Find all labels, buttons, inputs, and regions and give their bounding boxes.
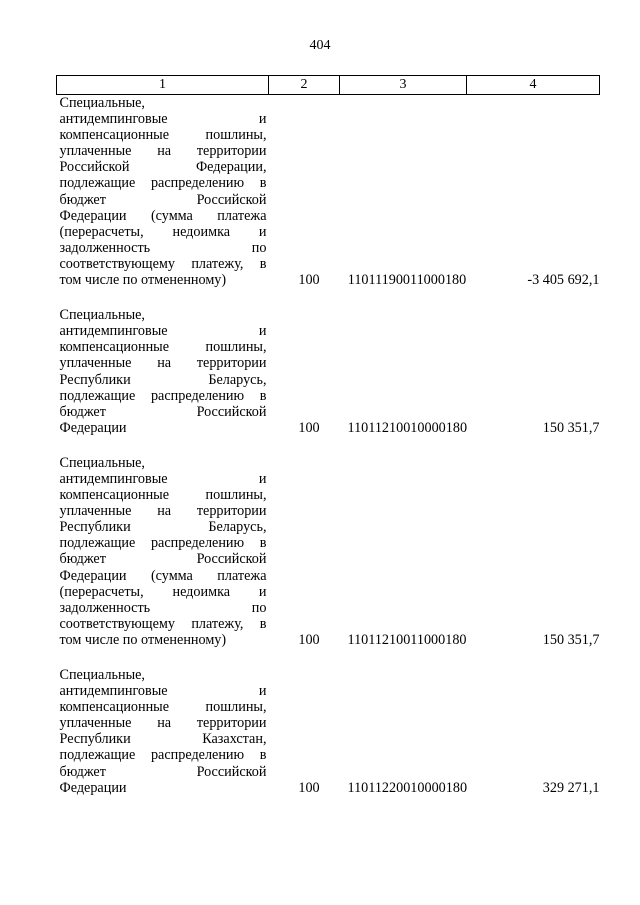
description-line: уплаченные на территории <box>59 143 267 160</box>
description-line: уплаченные на территории <box>59 355 267 372</box>
description-line: бюджет Российской <box>59 551 267 568</box>
description-line: подлежащие распределению в <box>59 387 267 404</box>
row-admin-code: 100 <box>298 419 320 436</box>
description-line: Федерации (сумма платежа <box>59 567 267 584</box>
row-amount: -3 405 692,1 <box>527 272 600 289</box>
row-kbk-code: 11011220010000180 <box>347 779 468 796</box>
description-line: антидемпинговые и <box>59 323 267 340</box>
table-header <box>57 76 600 95</box>
description-line: Специальные, <box>59 307 145 324</box>
description-line: том числе по отмененному) <box>59 631 227 648</box>
header-col-3: 3 <box>340 76 467 95</box>
page-number: 404 <box>309 38 331 53</box>
row-amount: 150 351,7 <box>542 419 600 436</box>
row-admin-code: 100 <box>298 779 320 796</box>
description-line: Федерации (сумма платежа <box>59 207 267 224</box>
description-line: задолженность по <box>59 239 267 256</box>
header-col-1: 1 <box>57 76 269 95</box>
description-line: антидемпинговые и <box>59 111 267 128</box>
description-line: соответствующему платежу, в <box>59 615 267 632</box>
row-spacer <box>57 648 600 667</box>
description-line: бюджет Российской <box>59 763 267 780</box>
table-row <box>57 95 600 289</box>
description-line: подлежащие распределению в <box>59 175 267 192</box>
description-line: компенсационные пошлины, <box>59 487 267 504</box>
description-line: том числе по отмененному) <box>59 272 227 289</box>
description-line: соответствующему платежу, в <box>59 255 267 272</box>
description-line: бюджет Российской <box>59 403 267 420</box>
row-admin-code: 100 <box>298 631 320 648</box>
row-spacer <box>57 288 600 307</box>
header-row <box>57 76 600 95</box>
row-amount: 150 351,7 <box>542 631 600 648</box>
table-row <box>57 307 600 436</box>
description-line: подлежащие распределению в <box>59 747 267 764</box>
description-line: подлежащие распределению в <box>59 535 267 552</box>
description-line: (перерасчеты, недоимка и <box>59 223 267 240</box>
description-line: компенсационные пошлины, <box>59 699 267 716</box>
row-description <box>57 95 269 289</box>
header-col-4: 4 <box>467 76 600 95</box>
row-admin-code: 100 <box>298 272 320 289</box>
description-line: компенсационные пошлины, <box>59 127 267 144</box>
description-line: Специальные, <box>59 95 145 111</box>
header-col-2: 2 <box>269 76 340 95</box>
description-line: бюджет Российской <box>59 191 267 208</box>
table-row <box>57 455 600 648</box>
row-amount: 329 271,1 <box>542 779 600 796</box>
description-line: Специальные, <box>59 454 145 471</box>
description-line: уплаченные на территории <box>59 503 267 520</box>
description-line: (перерасчеты, недоимка и <box>59 583 267 600</box>
description-line: уплаченные на территории <box>59 715 267 732</box>
row-description <box>57 307 269 436</box>
row-description <box>57 455 269 648</box>
row-description <box>57 667 269 796</box>
description-line: антидемпинговые и <box>59 470 267 487</box>
description-line: Республики Беларусь, <box>59 371 267 388</box>
description-line: Российской Федерации, <box>59 159 267 176</box>
row-spacer <box>57 436 600 455</box>
table-row <box>57 667 600 796</box>
description-line: Федерации <box>59 419 127 436</box>
row-kbk-code: 11011190011000180 <box>347 272 467 289</box>
table-body <box>57 95 600 796</box>
row-kbk-code: 11011210010000180 <box>347 419 468 436</box>
description-line: Федерации <box>59 779 127 796</box>
description-line: Республики Казахстан, <box>59 731 267 748</box>
description-line: задолженность по <box>59 599 267 616</box>
description-line: Республики Беларусь, <box>59 519 267 536</box>
row-kbk-code: 11011210011000180 <box>347 631 467 648</box>
budget-table <box>56 75 600 796</box>
description-line: Специальные, <box>59 667 145 683</box>
description-line: антидемпинговые и <box>59 683 267 700</box>
description-line: компенсационные пошлины, <box>59 339 267 356</box>
